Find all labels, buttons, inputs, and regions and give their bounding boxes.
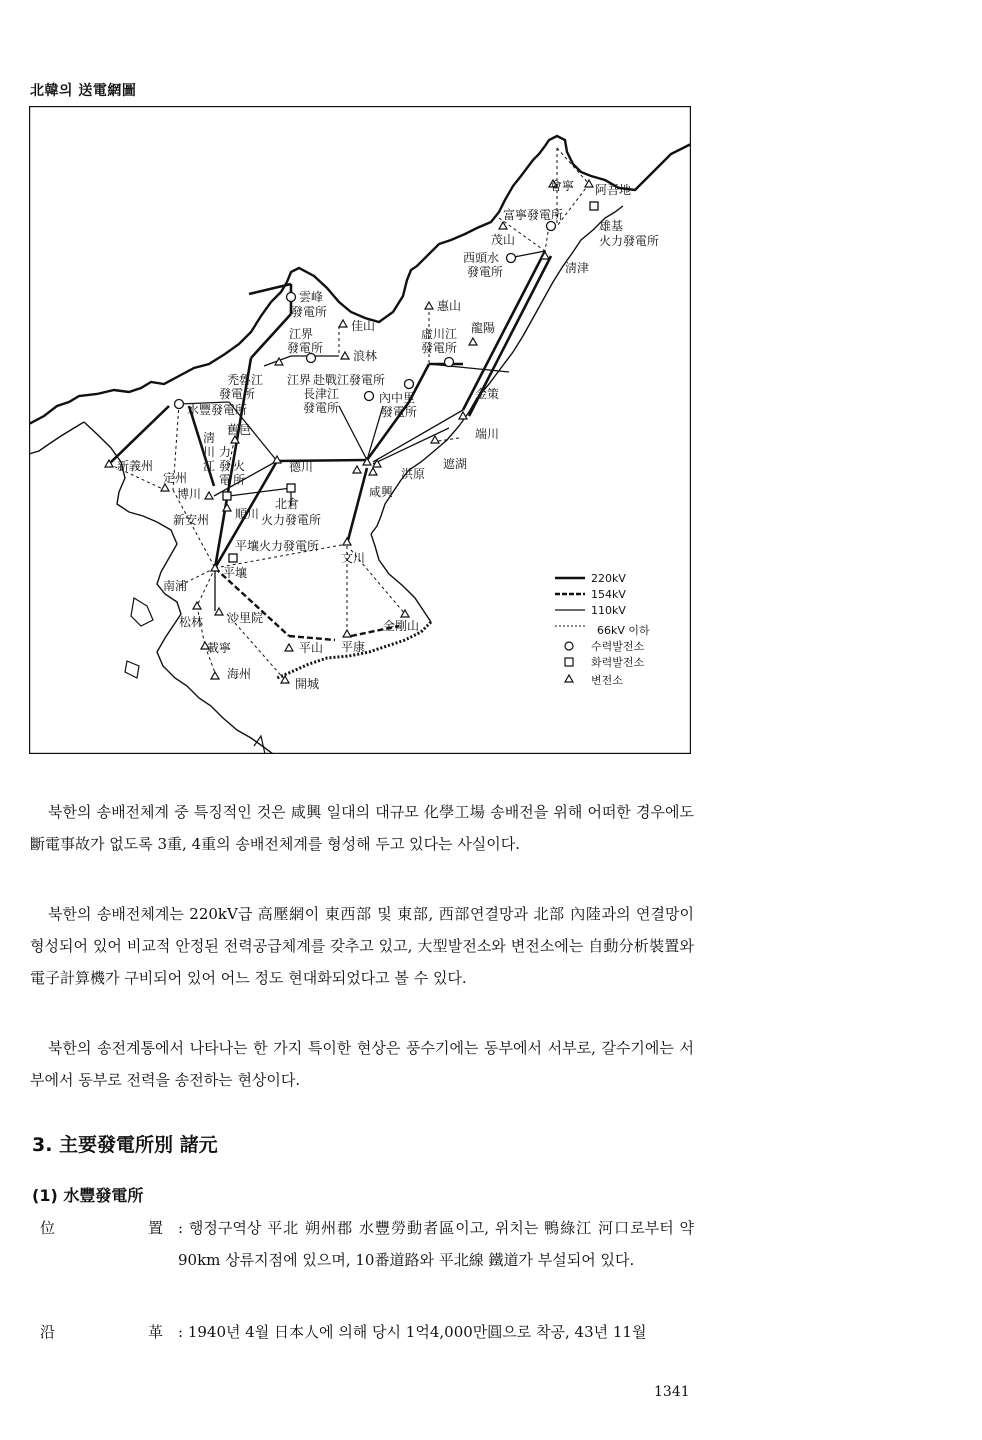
paragraph-2: 북한의 송배전체계는 220kV급 高壓網이 東西部 및 東部, 西部연결망과 北部 內陸과의 연결망이 형성되어 있어 비교적 안정된 전력공급체계를 갖추고 있고, 大型발전소와 변전소에는 自動分析裝置와 電子計算機가 구비되어 있어 어느 정도 현대화되었다고 볼 수 있다. bbox=[30, 905, 694, 987]
label-yoho: 遮湖 bbox=[443, 457, 468, 471]
label-chongchon-6: 電 bbox=[219, 473, 232, 487]
label-chongchon-5: 發 bbox=[219, 459, 232, 473]
label-munchon: 文川 bbox=[341, 551, 366, 565]
label-kanggye: 江界 bbox=[287, 373, 312, 387]
label-kanggye-pp-1: 江界 bbox=[289, 327, 314, 341]
label-pukchang-1: 北倉 bbox=[275, 497, 300, 511]
label-kaesong: 開城 bbox=[295, 677, 320, 691]
label-puryong: 富寧發電所 bbox=[503, 208, 564, 222]
label-supung: 水豐發電所 bbox=[187, 403, 248, 417]
label-sinanju: 新安州 bbox=[173, 513, 210, 527]
legend-hydro: 수력발전소 bbox=[591, 640, 645, 653]
label-unbong-1: 雲峰 bbox=[299, 290, 324, 304]
detail-value: : 행정구역상 平北 朔州郡 水豐勞動者區이고, 위치는 鴨綠江 河口로부터 약 90km 상류지점에 있으며, 10番道路와 平北線 鐵道가 부설되어 있다. bbox=[178, 1219, 694, 1269]
label-naejung-1: 內中里 bbox=[379, 391, 416, 405]
label-chongchon-1: 淸 bbox=[203, 431, 216, 445]
label-kasan: 佳山 bbox=[351, 319, 376, 333]
label-tokchon: 德川 bbox=[289, 460, 314, 474]
transmission-map bbox=[29, 106, 691, 754]
label-unbong-2: 發電所 bbox=[291, 305, 328, 319]
subsection-title: (1) 水豐發電所 bbox=[32, 1186, 144, 1205]
label-haeju: 海州 bbox=[227, 667, 252, 681]
label-pujon: 赴戰江發電所 bbox=[313, 373, 386, 387]
label-chongchon-3: 江 bbox=[203, 459, 216, 473]
label-songrim: 松林 bbox=[179, 615, 204, 629]
label-seodu-1: 西頭水 bbox=[463, 251, 500, 265]
label-hyesan: 惠山 bbox=[437, 299, 462, 313]
label-janjin-2: 發電所 bbox=[303, 401, 340, 415]
label-tokro-1: 禿魯江 bbox=[227, 373, 264, 387]
label-hongwon: 洪原 bbox=[401, 467, 426, 481]
label-tanchon: 端川 bbox=[475, 427, 500, 441]
label-hochon-1: 虛川江 bbox=[421, 327, 458, 341]
label-pukchang-2: 火力發電所 bbox=[261, 513, 322, 527]
label-musan: 茂山 bbox=[491, 233, 516, 247]
page-header: 北韓의 送電網圖 bbox=[30, 83, 137, 99]
detail-value: : 1940년 4월 日本人에 의해 당시 1억4,000만圓으로 착공, 43년 11월 bbox=[178, 1323, 647, 1341]
label-sariwon: 沙里院 bbox=[227, 611, 264, 625]
label-nangrim: 浪林 bbox=[353, 349, 378, 363]
paragraph-1: 북한의 송배전체계 중 특징적인 것은 咸興 일대의 대규모 化學工場 송배전을 위해 어떠한 경우에도 斷電事故가 없도록 3重, 4重의 송배전체계를 형성해 두고 있다는 사실이다. bbox=[30, 803, 694, 853]
label-pyongsan: 平山 bbox=[299, 641, 324, 655]
label-aoji: 阿吾地 bbox=[595, 183, 632, 197]
label-sinuiju: 新義州 bbox=[117, 459, 154, 473]
label-chongchon-4: 力 bbox=[219, 445, 232, 459]
label-naejung-2: 發電所 bbox=[381, 405, 418, 419]
legend-thermal: 화력발전소 bbox=[591, 656, 645, 669]
legend-110kv: 110kV bbox=[591, 604, 626, 617]
legend-220kv: 220kV bbox=[591, 572, 626, 585]
label-chongjin: 淸津 bbox=[565, 261, 590, 275]
section-title: 3. 主要發電所別 諸元 bbox=[32, 1134, 218, 1156]
label-ungi-2: 火力發電所 bbox=[599, 234, 660, 248]
legend-66kv: 66kV 이하 bbox=[597, 624, 650, 637]
label-pyonggang: 平康 bbox=[341, 640, 366, 654]
label-kumgang: 金剛山 bbox=[383, 619, 420, 633]
label-sunchon: 順川 bbox=[235, 507, 260, 521]
label-nampo: 南浦 bbox=[163, 579, 188, 593]
label-kimchaek: 金策 bbox=[475, 387, 500, 401]
label-kupup: 舊邑 bbox=[227, 423, 252, 437]
label-pyongyang: 平壤 bbox=[223, 566, 248, 580]
label-chongchon-2: 川 bbox=[203, 445, 216, 459]
label-chongju: 定州 bbox=[163, 471, 188, 485]
label-ryongyang: 龍陽 bbox=[471, 321, 496, 335]
detail-key-1: 沿 bbox=[40, 1323, 56, 1341]
detail-key-1: 位 bbox=[40, 1219, 56, 1237]
label-hamhung: 咸興 bbox=[369, 485, 394, 499]
page-number: 1341 bbox=[654, 1384, 690, 1400]
legend-substation: 변전소 bbox=[591, 674, 623, 687]
label-ungi-1: 雄基 bbox=[599, 219, 624, 233]
label-kanggye-pp-2: 發電所 bbox=[287, 341, 324, 355]
label-jaeryong: 載寧 bbox=[207, 641, 232, 655]
label-seodu-2: 發電所 bbox=[467, 265, 504, 279]
label-chongchon-8: 所 bbox=[233, 473, 246, 487]
label-tokro-2: 發電所 bbox=[219, 387, 256, 401]
label-janjin-1: 長津江 bbox=[303, 387, 340, 401]
label-chongchon-7: 火 bbox=[233, 459, 246, 473]
paragraph-3: 북한의 송전계통에서 나타나는 한 가지 특이한 현상은 풍수기에는 동부에서 서부로, 갈수기에는 서부에서 동부로 전력을 송전하는 현상이다. bbox=[30, 1039, 694, 1089]
label-hochon-2: 發電所 bbox=[421, 341, 458, 355]
detail-key-2: 革 bbox=[148, 1323, 164, 1341]
label-hoeryong: 會寧 bbox=[550, 179, 575, 193]
legend-154kv: 154kV bbox=[591, 588, 626, 601]
label-pakchon: 博川 bbox=[177, 487, 202, 501]
detail-key-2: 置 bbox=[148, 1219, 164, 1237]
label-pyongyang-pp: 平壤火力發電所 bbox=[235, 539, 320, 553]
